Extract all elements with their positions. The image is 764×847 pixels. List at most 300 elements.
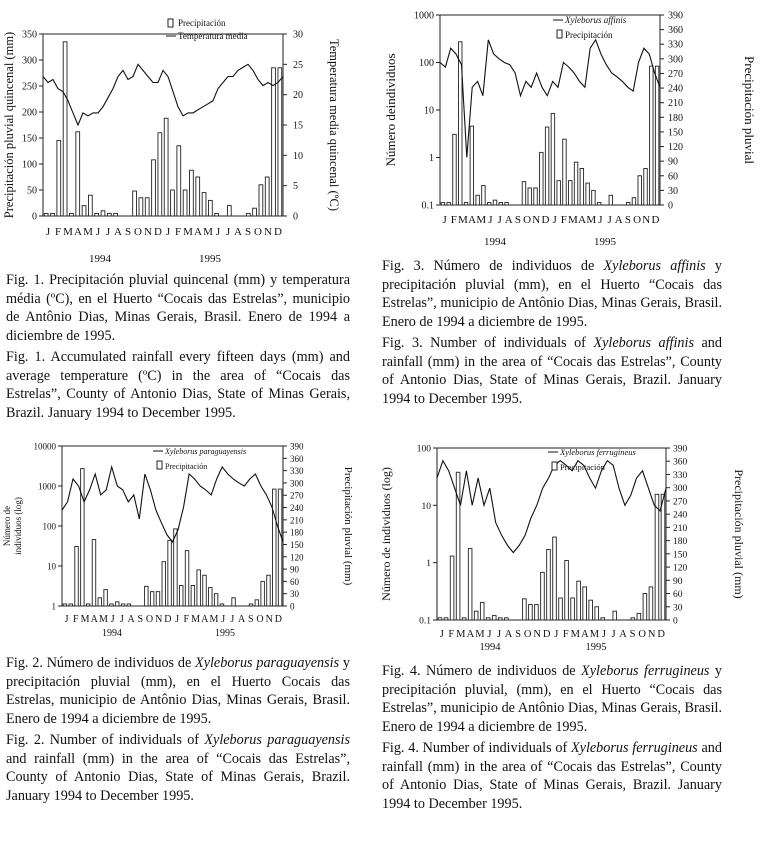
rain-bar	[535, 605, 539, 620]
month-label: N	[265, 614, 273, 625]
month-label: J	[611, 629, 616, 640]
rain-bar	[107, 213, 111, 216]
month-label: M	[83, 226, 93, 238]
month-label: J	[215, 226, 221, 238]
right-tick-label: 240	[290, 503, 304, 514]
figure-2-caption	[6, 654, 350, 808]
month-label: M	[98, 614, 108, 625]
month-label: A	[90, 614, 98, 625]
month-label: D	[274, 226, 282, 238]
right-tick-label: 60	[668, 171, 678, 183]
left-tick-label: 100	[419, 58, 434, 69]
left-tick-label: 150	[22, 133, 37, 145]
right-tick-label: 300	[673, 484, 688, 495]
rain-bar	[528, 188, 531, 205]
month-label: O	[523, 629, 532, 640]
right-tick-label: 300	[668, 54, 683, 66]
rain-bar	[571, 598, 575, 620]
right-tick-label: 0	[668, 200, 673, 212]
rain-bar	[661, 494, 665, 620]
right-tick-label: 390	[290, 441, 304, 452]
month-label: S	[515, 629, 522, 640]
month-label: D	[154, 226, 162, 238]
right-tick-label: 330	[673, 470, 688, 481]
legend-label: Xyleborus paraguayensis	[165, 447, 247, 456]
month-label: A	[114, 226, 122, 238]
right-tick-label: 210	[668, 98, 683, 110]
rain-bar	[569, 181, 572, 205]
month-label: M	[183, 226, 193, 238]
month-label: M	[568, 214, 578, 226]
rain-bar	[261, 581, 264, 606]
month-label: N	[155, 614, 163, 625]
month-label: N	[532, 214, 541, 226]
rain-bar	[597, 203, 600, 205]
right-tick-label: 30	[668, 185, 678, 197]
rain-bar	[632, 198, 635, 205]
left-tick-label: 300	[22, 55, 37, 67]
left-tick-label: 1	[426, 559, 431, 570]
figure-4	[380, 440, 760, 660]
y-left-label: individuos (log)	[13, 497, 23, 555]
y-right-label: Precipitación pluvial	[742, 56, 757, 164]
month-label: A	[619, 629, 627, 640]
left-tick-label: 10	[421, 501, 431, 512]
rain-bar	[462, 618, 466, 620]
y-left-label: Número deindividuos	[383, 53, 398, 167]
right-tick-label: 0	[290, 601, 295, 612]
month-label: M	[456, 629, 466, 640]
month-label: M	[475, 629, 485, 640]
rain-bar	[267, 575, 270, 606]
legend-bar-swatch	[557, 30, 562, 38]
month-label: D	[657, 629, 666, 640]
rain-bar	[441, 203, 444, 205]
rain-bar	[227, 206, 231, 216]
rain-bar	[121, 604, 124, 606]
month-label: N	[642, 214, 651, 226]
rain-bar	[498, 618, 502, 620]
rain-bar	[586, 183, 589, 205]
figure-4-caption	[382, 662, 722, 816]
rain-bar	[114, 213, 118, 216]
rain-bar	[95, 213, 99, 216]
left-tick-label: 350	[22, 29, 37, 41]
month-label: M	[209, 614, 219, 625]
right-tick-label: 5	[293, 181, 298, 193]
left-tick-label: 10	[424, 105, 434, 117]
rain-bar	[278, 489, 281, 606]
month-label: S	[137, 614, 144, 625]
rain-bar	[273, 489, 276, 606]
month-label: S	[124, 226, 132, 238]
month-label: J	[165, 226, 171, 238]
legend-label: Precipitación	[165, 462, 208, 471]
rain-bar	[82, 206, 86, 216]
month-label: F	[448, 629, 455, 640]
y-left-label: Precipitación pluvial quincenal (mm)	[2, 31, 16, 219]
rain-bar	[482, 186, 485, 205]
right-tick-label: 0	[293, 211, 298, 223]
month-label: J	[225, 226, 231, 238]
month-label: F	[183, 614, 190, 625]
right-tick-label: 330	[668, 39, 683, 51]
caption-en: Fig. 2. Number of individuals of Xyleborus paraguayensis and rainfall (mm) in the area of “Cocais das Estrelas”, County of Antonio Dias, State of Minas Gerais, Brazil. January 1994 to December 1995.	[6, 732, 350, 804]
series-line	[62, 467, 283, 542]
right-tick-label: 360	[673, 457, 688, 468]
right-tick-label: 180	[673, 537, 688, 548]
month-label: A	[74, 226, 82, 238]
month-label: J	[598, 214, 603, 226]
legend-label: Xyleborus ferrugineus	[560, 447, 636, 457]
rain-bar	[638, 176, 641, 205]
rain-bar	[152, 160, 156, 216]
rain-bar	[438, 618, 442, 620]
month-label: M	[586, 214, 597, 226]
legend-label: Precipitación	[565, 30, 613, 40]
rain-bar	[70, 213, 74, 216]
month-label: A	[468, 214, 477, 226]
rain-bar	[468, 549, 472, 620]
rain-bar	[649, 587, 653, 620]
month-label: M	[63, 226, 73, 238]
rain-bar	[209, 588, 212, 606]
rain-bar	[545, 127, 548, 205]
left-tick-label: 0	[32, 211, 37, 223]
rain-bar	[171, 190, 175, 216]
right-tick-label: 120	[668, 142, 683, 154]
month-label: O	[134, 226, 142, 238]
rain-bar	[88, 195, 92, 216]
month-label: A	[614, 214, 623, 226]
y-left-label: Número de	[2, 505, 12, 547]
rain-bar	[601, 618, 605, 620]
rain-bar	[150, 592, 153, 606]
month-label: J	[175, 614, 180, 625]
rain-bar	[487, 203, 490, 205]
month-label: S	[514, 214, 521, 226]
year-label: 1995	[585, 642, 607, 653]
caption-en: Fig. 1. Accumulated rainfall every fifteen days (mm) and average temperature (ºC) in the area of “Cocais das Estrelas”, County of Antonio Dias, State of Minas Gerais, Brazil. January 1994 to December 1995.	[6, 349, 350, 421]
rain-bar	[577, 581, 581, 620]
month-label: J	[496, 629, 502, 640]
month-label: J	[552, 214, 557, 226]
legend-bar-swatch	[552, 462, 557, 470]
month-label: A	[237, 614, 246, 625]
month-label: S	[624, 214, 631, 226]
rain-bar	[583, 587, 587, 620]
month-label: F	[450, 214, 457, 226]
year-label: 1994	[484, 236, 506, 248]
month-label: A	[504, 214, 513, 226]
right-tick-label: 210	[673, 523, 688, 534]
month-label: M	[458, 214, 468, 226]
caption-es: Fig. 2. Número de individuos de Xyleborus paraguayensis y precipitación pluvial (mm), en el Huerto Cocais das Estrelas, municipio de Antônio Dias, Minas Gerais, Brasil. Enero de 1994 a diciembre de 1995.	[6, 655, 350, 727]
left-tick-label: 1000	[414, 10, 434, 22]
month-label: J	[607, 214, 612, 226]
rain-bar	[523, 599, 527, 620]
rain-bar	[580, 168, 583, 205]
right-tick-label: 15	[293, 120, 303, 132]
rain-bar	[104, 590, 107, 606]
rain-bar	[174, 529, 177, 606]
rain-bar	[75, 547, 78, 606]
right-tick-label: 210	[290, 515, 304, 526]
rain-bar	[474, 611, 478, 620]
month-label: N	[144, 226, 152, 238]
rain-bar	[265, 177, 269, 216]
rain-bar	[592, 190, 595, 205]
rain-bar	[557, 181, 560, 205]
month-label: O	[254, 226, 262, 238]
left-tick-label: 100	[22, 159, 37, 171]
right-tick-label: 10	[293, 150, 303, 162]
caption-es: Fig. 3. Número de individuos de Xyleborus affinis y precipitación pluvial (mm), en el Huerto “Cocais das Estrelas”, municipio de Antônio Dias, Minas Gerais, Brasil. Enero de 1994 a diciembre de 1995.	[382, 258, 722, 330]
month-label: J	[221, 614, 226, 625]
month-label: J	[45, 226, 51, 238]
caption-es: Fig. 1. Precipitación pluvial quincenal (mm) y temperatura média (ºC), en el Huerto “Cocais das Estrelas”, municipio de Antônio Dias, Minas Gerais, Brasil. Enero de 1994 a diciembre de 1995.	[6, 272, 350, 344]
month-label: F	[560, 214, 567, 226]
rain-bar	[499, 203, 502, 205]
y-right-label: Precipitación pluvial (mm)	[342, 466, 354, 586]
legend-bar-swatch	[168, 19, 173, 27]
month-label: M	[476, 214, 487, 226]
rain-bar	[81, 469, 84, 606]
left-tick-label: 0.1	[419, 616, 431, 627]
right-tick-label: 90	[668, 156, 678, 168]
month-label: M	[191, 614, 200, 625]
rain-bar	[101, 211, 105, 216]
rain-bar	[98, 598, 101, 606]
rain-bar	[220, 604, 223, 606]
rain-bar	[504, 618, 508, 620]
right-tick-label: 330	[290, 466, 304, 477]
caption-en: Fig. 3. Number of individuals of Xyleborus affinis and rainfall (mm) in the area of “Cocais das Estrelas”, County of Antonio Dias, State of Minas Gerais, Brazil. January 1994 to December 1995.	[382, 335, 722, 407]
year-label: 1994	[89, 253, 111, 265]
rain-bar	[215, 213, 219, 216]
right-tick-label: 390	[673, 444, 688, 455]
rain-bar	[522, 182, 525, 205]
figure-1-chart	[0, 20, 370, 265]
rain-bar	[464, 203, 467, 205]
rain-bar	[486, 618, 490, 620]
rain-bar	[127, 604, 130, 606]
rain-bar	[609, 195, 612, 205]
figure-4-chart	[380, 440, 760, 660]
month-label: S	[629, 629, 636, 640]
rain-bar	[63, 604, 66, 606]
rain-bar	[158, 133, 162, 216]
figure-2-chart	[0, 440, 370, 650]
rain-bar	[534, 188, 537, 205]
left-tick-label: 10	[47, 561, 56, 572]
series-line	[437, 461, 666, 553]
rain-bar	[63, 42, 67, 216]
right-tick-label: 360	[668, 25, 683, 37]
month-label: F	[73, 614, 79, 625]
right-tick-label: 270	[290, 490, 304, 501]
month-label: O	[638, 629, 646, 640]
rain-bar	[139, 198, 143, 216]
rain-bar	[253, 208, 257, 216]
rain-bar	[541, 572, 545, 620]
rain-bar	[470, 126, 473, 205]
legend-bar-swatch	[157, 461, 162, 469]
month-label: J	[95, 226, 101, 238]
month-label: J	[110, 614, 115, 625]
month-label: J	[487, 629, 492, 640]
rain-bar	[643, 594, 647, 620]
y-right-label: Precipitación pluvial (mm)	[732, 469, 746, 599]
month-label: M	[570, 629, 581, 640]
rain-bar	[540, 152, 543, 205]
left-tick-label: 10000	[33, 441, 56, 452]
month-label: O	[633, 214, 642, 226]
right-tick-label: 120	[290, 552, 304, 563]
year-label: 1994	[102, 628, 122, 639]
rain-bar	[246, 213, 250, 216]
right-tick-label: 60	[290, 576, 299, 587]
left-tick-label: 100	[42, 521, 56, 532]
right-tick-label: 150	[668, 127, 683, 139]
month-label: O	[523, 214, 532, 226]
right-tick-label: 90	[290, 564, 299, 575]
rain-bar	[655, 494, 659, 620]
y-left-label: Número de individuos (log)	[379, 467, 393, 601]
rain-bar	[44, 213, 48, 216]
month-label: N	[264, 226, 272, 238]
rain-bar	[197, 570, 200, 606]
right-tick-label: 20	[293, 90, 303, 102]
rain-bar	[177, 146, 181, 216]
month-label: A	[201, 614, 209, 625]
year-label: 1995	[594, 236, 616, 248]
right-tick-label: 150	[290, 539, 304, 550]
month-label: J	[442, 214, 447, 226]
month-label: J	[105, 226, 111, 238]
month-label: D	[541, 214, 550, 226]
month-label: D	[542, 629, 551, 640]
right-tick-label: 30	[673, 603, 683, 614]
rain-bar	[202, 193, 206, 216]
month-label: M	[80, 614, 90, 625]
rain-bar	[145, 198, 149, 216]
month-label: F	[174, 226, 182, 238]
rain-bar	[450, 556, 454, 620]
rain-bar	[168, 540, 171, 606]
rain-bar	[476, 195, 479, 205]
figure-3-chart	[380, 5, 760, 250]
rain-bar	[559, 598, 563, 620]
right-tick-label: 180	[290, 527, 304, 538]
rain-bar	[574, 162, 577, 205]
left-tick-label: 50	[27, 185, 37, 197]
caption-es: Fig. 4. Número de individuos de Xyleborus ferrugineus y precipitación pluvial, (mm), en el Huerto “Cocais das Estrelas”, municipio de Antônio Dias, Minas Gerais, Brasil. Enero de 1994 a diciembre de 1995.	[382, 663, 723, 735]
rain-bar	[255, 600, 258, 606]
month-label: F	[562, 629, 569, 640]
left-tick-label: 1	[51, 601, 56, 612]
year-label: 1995	[199, 253, 221, 265]
rain-bar	[249, 604, 252, 606]
month-label: O	[256, 614, 264, 625]
rain-bar	[453, 134, 456, 205]
rain-bar	[69, 604, 72, 606]
rain-bar	[650, 66, 653, 205]
right-tick-label: 150	[673, 550, 688, 561]
month-label: D	[274, 614, 283, 625]
rain-bar	[179, 585, 182, 606]
y-right-label: Temperatura media quincenal (ºC)	[327, 38, 341, 212]
rain-bar	[547, 549, 551, 620]
month-label: M	[589, 629, 600, 640]
month-label: A	[504, 629, 513, 640]
month-label: J	[497, 214, 502, 226]
rain-bar	[86, 604, 89, 606]
rain-bar	[626, 203, 629, 205]
rain-bar	[57, 141, 61, 216]
rain-bar	[272, 68, 276, 216]
right-tick-label: 120	[673, 563, 688, 574]
rain-bar	[493, 200, 496, 205]
figure-2	[0, 440, 370, 650]
rain-bar	[145, 586, 148, 606]
rain-bar	[185, 551, 188, 606]
left-tick-label: 250	[22, 81, 37, 93]
rain-bar	[529, 605, 533, 620]
rain-bar	[551, 113, 554, 205]
left-tick-label: 100	[416, 444, 431, 455]
legend-label: Precipitación	[178, 18, 226, 28]
right-tick-label: 240	[668, 83, 683, 95]
rain-bar	[162, 562, 165, 606]
rain-bar	[644, 168, 647, 205]
series-line	[43, 64, 283, 125]
figure-1	[0, 20, 370, 265]
figure-3	[380, 5, 760, 250]
month-label: J	[554, 629, 559, 640]
rain-bar	[553, 537, 557, 620]
right-tick-label: 30	[293, 29, 303, 41]
rain-bar	[190, 170, 194, 216]
rain-bar	[505, 203, 508, 205]
month-label: J	[119, 614, 124, 625]
rain-bar	[203, 575, 206, 606]
rain-bar	[133, 191, 137, 216]
right-tick-label: 300	[290, 478, 304, 489]
month-label: J	[488, 214, 493, 226]
month-label: M	[203, 226, 213, 238]
month-label: S	[247, 614, 254, 625]
rain-bar	[164, 118, 168, 216]
rain-bar	[196, 177, 200, 216]
rain-bar	[116, 602, 119, 606]
right-tick-label: 25	[293, 59, 303, 71]
rain-bar	[92, 540, 95, 606]
right-tick-label: 60	[673, 590, 683, 601]
left-tick-label: 200	[22, 107, 37, 119]
month-label: S	[244, 226, 252, 238]
rain-bar	[492, 616, 496, 620]
month-label: D	[651, 214, 660, 226]
caption-en: Fig. 4. Number of individuals of Xyleborus ferrugineus and rainfall (mm) in the area of “Cocais das Estrelas”, County of Antonio Dias, State of Minas Gerais, Brazil. January 1994 to December 1995.	[382, 740, 722, 812]
rain-bar	[655, 66, 658, 205]
rain-bar	[565, 560, 569, 620]
left-tick-label: 1000	[38, 481, 56, 492]
rain-bar	[637, 613, 641, 620]
month-label: N	[533, 629, 541, 640]
rain-bar	[76, 132, 80, 216]
left-tick-label: 0.1	[421, 200, 434, 212]
